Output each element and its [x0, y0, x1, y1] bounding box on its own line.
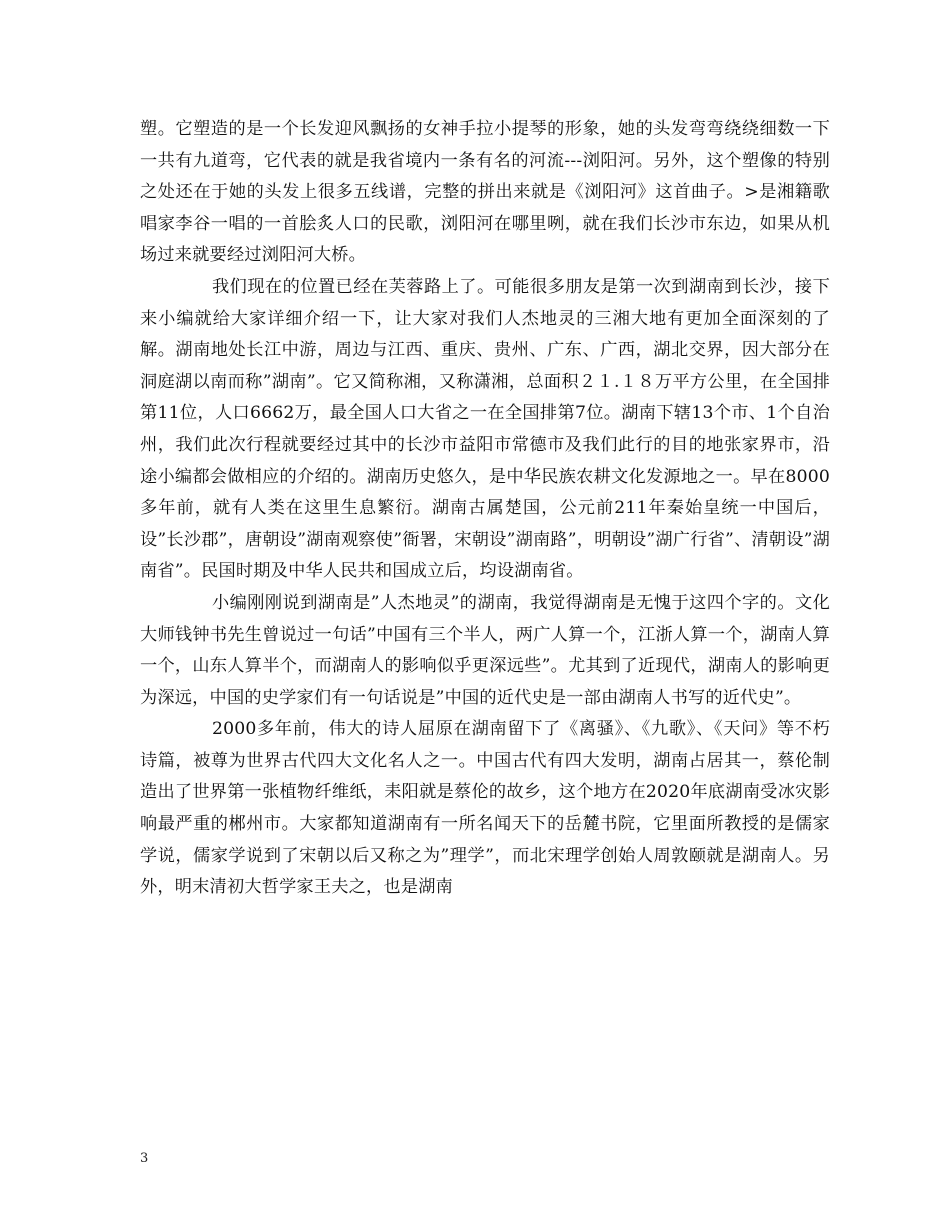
- paragraph-2: 我们现在的位置已经在芙蓉路上了。可能很多朋友是第一次到湖南到长沙，接下来小编就给大家详细介绍一下，让大家对我们人杰地灵的三湘大地有更加全面深刻的了解。湖南地处长江中游，周边与江西、重庆、贵州、广东、广西，湖北交界，因大部分在洞庭湖以南而称”湖南”。它又简称湘，又称潇湘，总面积２１.１８万平方公里，在全国排第11位，人口6662万，最全国人口大省之一在全国排第7位。湖南下辖13个市、1个自治州，我们此次行程就要经过其中的长沙市益阳市常德市及我们此行的目的地张家界市，沿途小编都会做相应的介绍的。湖南历史悠久，是中华民族农耕文化发源地之一。早在8000多年前，就有人类在这里生息繁衍。湖南古属楚国，公元前211年秦始皇统一中国后，设”长沙郡”，唐朝设”湖南观察使”衙署，宋朝设”湖南路”，明朝设”湖广行省”、清朝设”湖南省”。民国时期及中华人民共和国成立后，均设湖南省。: [140, 276, 830, 582]
- paragraph-3: 小编刚刚说到湖南是”人杰地灵”的湖南，我觉得湖南是无愧于这四个字的。文化大师钱钟书先生曾说过一句话”中国有三个半人，两广人算一个，江浙人算一个，湖南人算一个，山东人算半个，而湖南人的影响似乎更深远些”。尤其到了近现代，湖南人的影响更为深远，中国的史学家们有一句话说是”中国的近代史是一部由湖南人书写的近代史”。: [140, 592, 830, 708]
- paragraph-4: 2000多年前，伟大的诗人屈原在湖南留下了《离骚》、《九歌》、《天问》等不朽诗篇，被尊为世界古代四大文化名人之一。中国古代有四大发明，湖南占居其一，蔡伦制造出了世界第一张植物纤维纸，耒阳就是蔡伦的故乡，这个地方在2020年底湖南受冰灾影响最严重的郴州市。大家都知道湖南有一所名闻天下的岳麓书院，它里面所教授的是儒家学说，儒家学说到了宋朝以后又称之为”理学”，而北宋理学创始人周敦颐就是湖南人。另外，明末清初大哲学家王夫之，也是湖南: [140, 719, 830, 898]
- page-number: 3: [140, 1151, 149, 1166]
- body-text: [140, 114, 830, 904]
- paragraph-1: 塑。它塑造的是一个长发迎风飘扬的女神手拉小提琴的形象，她的头发弯弯绕绕细数一下一共有九道弯，它代表的就是我省境内一条有名的河流---浏阳河。另外，这个塑像的特别之处还在于她的头发上很多五线谱，完整的拼出来就是《浏阳河》这首曲子。>是湘籍歌唱家李谷一唱的一首脍炙人口的民歌，浏阳河在哪里咧，就在我们长沙市东边，如果从机场过来就要经过浏阳河大桥。: [140, 119, 830, 266]
